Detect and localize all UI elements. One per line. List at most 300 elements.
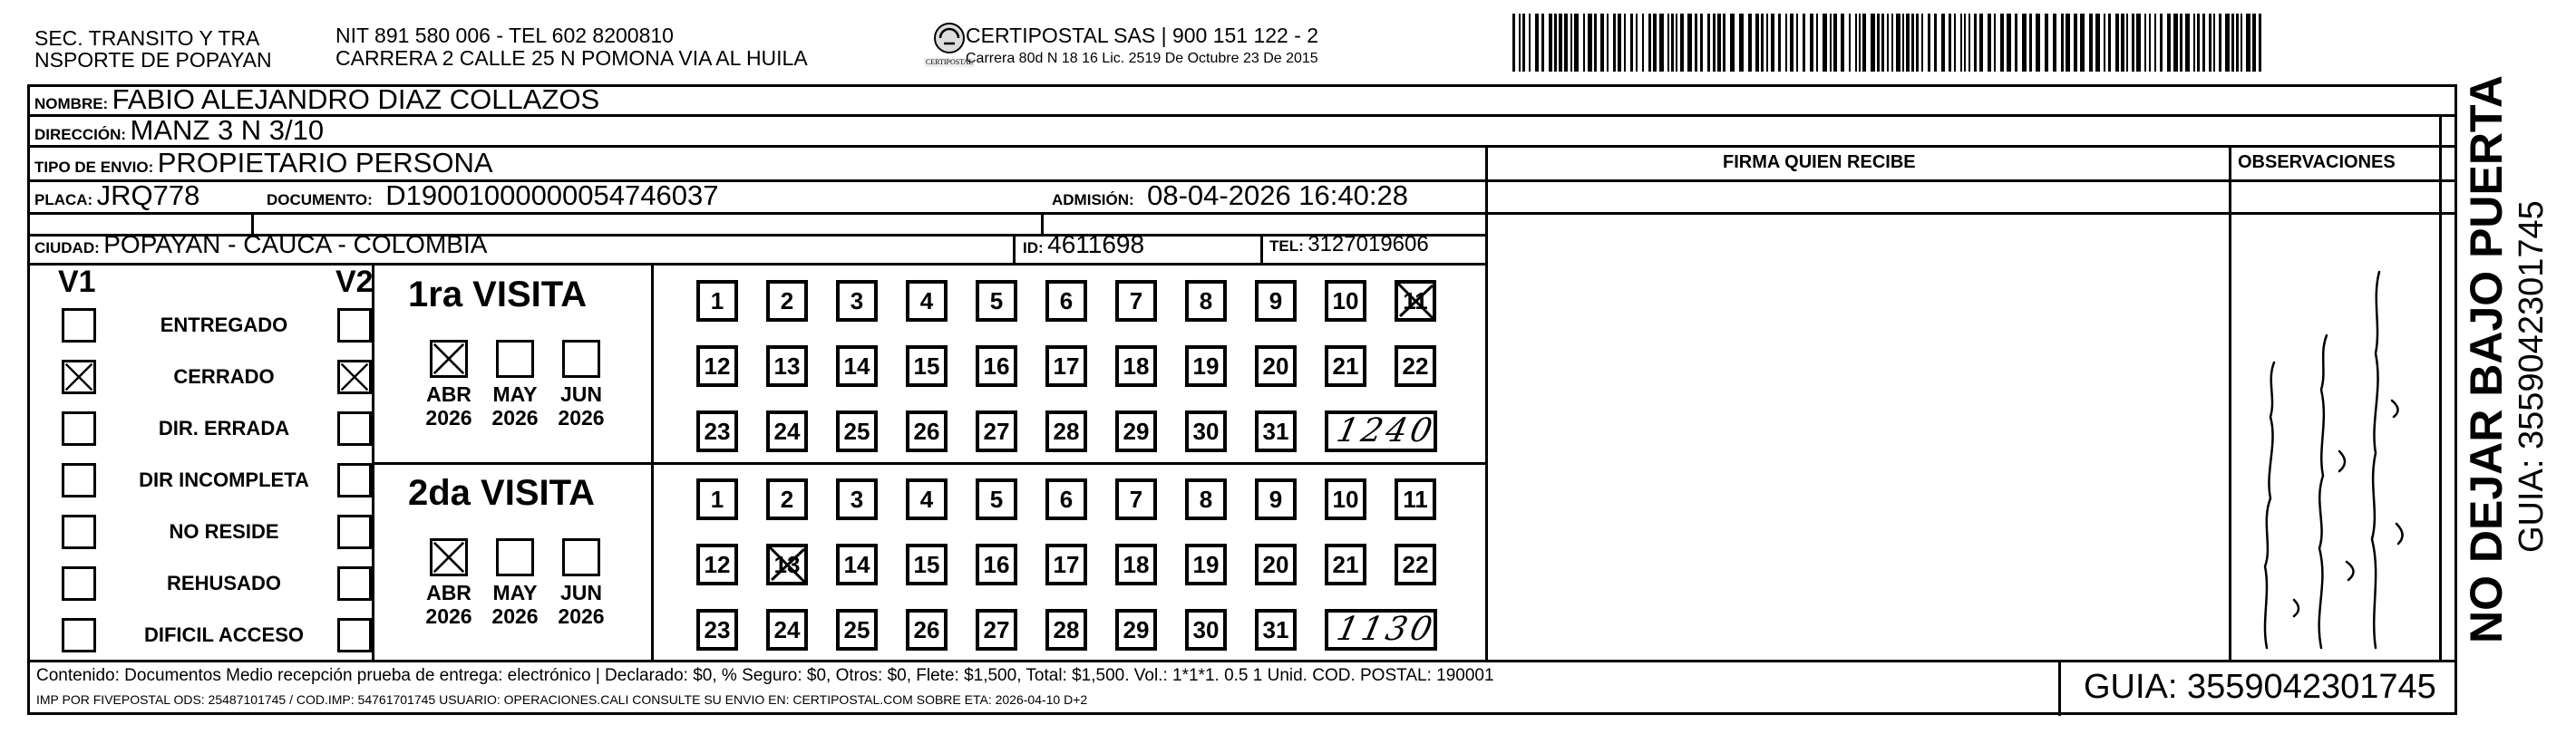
barcode-bar [2136,14,2141,72]
col-divider [372,263,374,662]
barcode-bar [1902,14,1904,72]
barcode-bar [1630,14,1633,72]
visit-1-day-box[interactable] [976,280,1017,322]
barcode-bar [1881,14,1884,72]
status-reason-label: NO RESIDE [169,520,279,543]
barcode-bar [1554,14,1557,72]
barcode-bar [2126,14,2128,72]
observaciones-handwriting [2240,199,2430,652]
v1-checkbox-5[interactable] [62,566,96,601]
barcode-bar [1964,14,1966,72]
visit-1-day-box[interactable] [836,410,878,452]
barcode-bar [2236,14,2239,72]
license-line: Carrera 80d N 18 16 Lic. 2519 De Octubre 23 De 2015 [966,51,1318,66]
barcode-bar [1921,14,1923,72]
day-number: 11 [1403,287,1428,314]
v2-checkbox-1[interactable] [337,360,372,394]
barcode-bar [1564,14,1568,72]
visit-1-day-box[interactable] [696,345,738,387]
barcode-bar [1707,14,1710,72]
col-divider [1485,145,1488,662]
status-reason-label: DIR INCOMPLETA [139,468,309,491]
visit-2-day-box[interactable] [766,609,808,651]
visit-divider [372,462,1487,465]
visit-2-day-box[interactable] [906,478,948,520]
barcode-bar [1790,14,1793,72]
barcode-bar [1823,14,1827,72]
visit-2-day-box[interactable] [696,609,738,651]
visit-2-day-box[interactable] [1045,609,1087,651]
visit-2-day-box[interactable] [1255,478,1297,520]
placa-cell [34,179,199,217]
visit-1-month-checkbox[interactable] [562,340,600,378]
visit-month-label: JUN [559,382,602,406]
barcode-bar [1700,14,1703,72]
documento-value: D19001000000054746037 [385,179,719,211]
visit-2-day-box[interactable] [906,544,948,585]
barcode-bar [1841,14,1844,72]
id-cell [1023,228,1144,266]
visit-2-day-box[interactable] [906,609,948,651]
visit-2-day-box[interactable] [1395,478,1436,520]
barcode-bar [2197,14,2200,72]
visit-2-day-box[interactable] [1115,609,1157,651]
day-number: 3 [850,287,864,314]
barcode-bar [2259,14,2261,72]
visit-1-day-box[interactable] [976,345,1017,387]
day-number: 3 [850,486,864,513]
day-number: 22 [1402,551,1429,578]
day-number: 27 [983,616,1010,643]
visit-1-day-box[interactable] [696,410,738,452]
handwritten-time: 1240 [1333,412,1439,449]
barcode-bar [1803,14,1805,72]
v1-checkbox-0[interactable] [62,308,96,343]
barcode-bar [1934,14,1937,72]
barcode-bar [1570,14,1572,72]
nit-line: NIT 891 580 006 - TEL 602 8200810 [335,24,674,47]
day-number: 11 [1403,486,1428,513]
barcode-bar [1574,14,1579,72]
day-number: 31 [1262,418,1289,445]
visit-1-day-box[interactable] [1255,280,1297,322]
v1-checkbox-6[interactable] [62,618,96,652]
col-divider [1260,234,1263,263]
barcode-bar [1588,14,1592,72]
barcode-bar [1862,14,1866,72]
barcode-bar [2000,14,2004,72]
barcode-bar [1928,14,1930,72]
barcode-bar [1687,14,1692,72]
day-number: 6 [1059,287,1074,314]
barcode-bar [2115,14,2119,72]
day-number: 26 [913,616,940,643]
visit-1-day-box[interactable] [1115,410,1157,452]
visit-1-day-box[interactable] [1325,280,1366,322]
visit-2-day-box[interactable] [1255,544,1297,585]
barcode-bar [1667,14,1669,72]
barcode-bar [1583,14,1585,72]
barcode-bar [1896,14,1900,72]
visit-1-day-box[interactable] [976,410,1017,452]
barcode-bar [2160,14,2163,72]
day-number: 1 [710,486,724,513]
barcode-bar [1676,14,1677,72]
barcode-bar [2246,14,2250,72]
day-number: 16 [983,353,1010,380]
address-line: CARRERA 2 CALLE 25 N POMONA VIA AL HUILA [335,46,808,70]
day-number: 8 [1199,287,1213,314]
barcode-bar [1994,14,1996,72]
day-number: 29 [1123,616,1150,643]
day-number: 10 [1332,486,1359,513]
barcode-bar [2252,14,2256,72]
barcode-bar [2154,14,2156,72]
barcode-bar [1766,14,1768,72]
barcode-bar [1891,14,1893,72]
visit-1-day-box[interactable] [906,280,948,322]
visit-1-day-box[interactable] [1395,345,1436,387]
barcode-bar [1761,14,1764,72]
v2-checkbox-4[interactable] [337,515,372,549]
day-number: 14 [843,551,870,578]
admision-label: ADMISIÓN: [1052,191,1134,208]
checkmark-x-icon [433,541,465,574]
barcode-bar [1723,14,1725,72]
documento-label: DOCUMENTO: [267,191,373,208]
barcode-bar [1642,14,1644,72]
barcode-bar [1960,14,1962,72]
direccion-value: MANZ 3 N 3/10 [130,114,325,146]
visit-1-day-box[interactable] [766,280,808,322]
barcode-bar [1559,14,1562,72]
barcode-bar [2061,14,2064,72]
checkmark-x-icon [433,343,465,375]
barcode-bar [1748,14,1752,72]
v2-checkbox-3[interactable] [337,463,372,497]
visit-1-day-box[interactable] [1115,345,1157,387]
day-number: 21 [1332,551,1359,578]
visit-2-day-box[interactable] [1325,478,1366,520]
tel-value: 3127019606 [1307,232,1429,256]
day-number: 1 [710,287,724,314]
day-number: 2 [780,486,794,513]
barcode-bar [1512,14,1515,72]
day-number: 22 [1402,353,1429,380]
barcode [1512,14,2267,72]
visit-1-day-box[interactable] [1185,410,1227,452]
barcode-bar [1680,14,1684,72]
barcode-bar [1949,14,1951,72]
visit-2-day-box[interactable] [836,544,878,585]
barcode-bar [2108,14,2111,72]
side-guia: GUIA: 3559042301745 [2513,200,2551,553]
footer-guia: GUIA: 3559042301745 [2084,668,2436,706]
day-number: 20 [1262,353,1289,380]
barcode-bar [1778,14,1781,72]
barcode-bar [1600,14,1604,72]
barcode-bar [2180,14,2182,72]
visit-1-month-checkbox[interactable] [496,340,534,378]
v2-checkbox-5[interactable] [337,566,372,601]
day-number: 15 [913,551,940,578]
v1-checkbox-2[interactable] [62,411,96,446]
barcode-bar [1968,14,1970,72]
day-number: 16 [983,551,1010,578]
barcode-bar [2193,14,2195,72]
day-number: 17 [1053,353,1080,380]
barcode-bar [1549,14,1552,72]
barcode-bar [2225,14,2230,72]
v1-checkbox-4[interactable] [62,515,96,549]
barcode-bar [1519,14,1521,72]
barcode-bar [1618,14,1621,72]
day-number: 4 [919,486,934,513]
handwritten-time: 1130 [1333,611,1439,648]
barcode-bar [2089,14,2093,72]
barcode-bar [1607,14,1609,72]
barcode-bar [2029,14,2032,72]
barcode-bar [1613,14,1616,72]
sender-line-1: SEC. TRANSITO Y TRA [34,26,260,50]
visit-1-day-box[interactable] [906,410,948,452]
barcode-bar [2231,14,2234,72]
day-number: 29 [1123,418,1150,445]
barcode-bar [1529,14,1531,72]
barcode-bar [1535,14,1539,72]
barcode-bar [1833,14,1837,72]
barcode-bar [2007,14,2011,72]
barcode-bar [2045,14,2048,72]
visit-1-day-box[interactable] [766,345,808,387]
day-number: 10 [1332,287,1359,314]
visit-2-month-checkbox[interactable] [430,538,468,576]
visit-2-month-checkbox[interactable] [562,538,600,576]
visit-1-day-box[interactable] [1045,280,1087,322]
status-reason-label: CERRADO [173,365,275,388]
checkmark-x-icon [64,362,93,391]
day-number: 24 [773,616,801,643]
barcode-bar [1954,14,1956,72]
visit-1-day-box[interactable] [1185,280,1227,322]
barcode-bar [2121,14,2124,72]
visit-2-day-box[interactable] [1115,478,1157,520]
day-number: 6 [1059,486,1074,513]
barcode-bar [2167,14,2171,72]
barcode-bar [2132,14,2134,72]
visit-2-day-box[interactable] [1185,609,1227,651]
barcode-bar [1522,14,1525,72]
visit-2-month-checkbox[interactable] [496,538,534,576]
v1-checkbox-3[interactable] [62,463,96,497]
visit-2-day-box[interactable] [1255,609,1297,651]
barcode-bar [1988,14,1991,72]
barcode-bar [2241,14,2242,72]
day-number: 24 [773,418,801,445]
visit-1-day-box[interactable] [836,280,878,322]
barcode-bar [1855,14,1857,72]
company-line: CERTIPOSTAL SAS | 900 151 122 - 2 [966,24,1319,47]
day-number: 2 [780,287,794,314]
visit-2-day-box[interactable] [1185,544,1227,585]
visit-1-day-box[interactable] [1115,280,1157,322]
footer-contenido: Contenido: Documentos Medio recepción prueba de entrega: electrónico | Declarado: $0, % Seguro: $0, Otros: $0, Flete: $1,500, Total: $1,500. Vol.: 1*1*1. 0.5 1 Unid. COD. POSTAL: 190001 [36,666,1494,685]
day-number: 17 [1053,551,1080,578]
sender-line-2: NSPORTE DE POPAYAN [34,48,272,72]
barcode-bar [1648,14,1651,72]
visit-2-day-box[interactable] [1115,544,1157,585]
visit-1-day-box[interactable] [1185,345,1227,387]
visit-1-day-box[interactable] [766,410,808,452]
day-number: 7 [1129,486,1143,513]
visit-2-day-box[interactable] [766,478,808,520]
visit-1-day-box[interactable] [1325,345,1366,387]
day-number: 23 [704,418,731,445]
barcode-bar [2074,14,2077,72]
visit-1-day-box[interactable] [696,280,738,322]
visit-1-time-box[interactable] [1325,410,1437,452]
id-label: ID: [1023,239,1044,256]
ciudad-value: POPAYAN - CAUCA - COLOMBIA [103,230,488,258]
v1-header: V1 [58,265,96,299]
day-number: 19 [1192,353,1220,380]
barcode-bar [2185,14,2190,72]
visit-2-day-box[interactable] [696,544,738,585]
barcode-bar [2144,14,2146,72]
visit-year-label: 2026 [425,604,472,628]
day-number: 19 [1192,551,1220,578]
status-reason-label: DIFICIL ACCESO [143,623,304,646]
visit-1-day-box[interactable] [836,345,878,387]
no-dejar-warning: NO DEJAR BAJO PUERTA [2461,75,2512,643]
v2-checkbox-6[interactable] [337,618,372,652]
visit-1-day-box[interactable] [1255,345,1297,387]
v2-checkbox-0[interactable] [337,308,372,343]
barcode-bar [1941,14,1945,72]
placa-label: PLACA: [34,191,93,208]
col-divider [2229,145,2231,662]
col-divider [651,263,654,662]
visit-year-label: 2026 [558,604,605,628]
visit-1-day-box[interactable] [1255,410,1297,452]
observaciones-header: OBSERVACIONES [2238,152,2396,172]
barcode-bar [2053,14,2056,72]
barcode-bar [1671,14,1674,72]
day-number: 12 [704,551,731,578]
logo-text: CERTIPOSTAL [925,58,974,66]
barcode-bar [1796,14,1798,72]
visit-1-day-box[interactable] [1045,345,1087,387]
visit-2-day-box[interactable] [1045,478,1087,520]
day-number: 28 [1053,418,1080,445]
v1-checkbox-1[interactable] [62,360,96,394]
visit-2-day-box[interactable] [976,478,1017,520]
visit-2-day-box[interactable] [766,544,808,585]
col-divider [2058,660,2061,716]
day-number: 9 [1269,287,1283,314]
day-number: 9 [1269,486,1283,513]
barcode-bar [2066,14,2070,72]
barcode-bar [1871,14,1875,72]
day-number: 21 [1332,353,1359,380]
barcode-bar [1785,14,1787,72]
visit-month-label: ABR [426,581,471,604]
tipo-value: PROPIETARIO PERSONA [157,147,493,179]
visit-1-day-box[interactable] [906,345,948,387]
barcode-bar [2149,14,2151,72]
day-number: 4 [919,287,934,314]
visit-2-day-box[interactable] [1395,544,1436,585]
visit-year-label: 2026 [491,604,539,628]
barcode-bar [2173,14,2178,72]
visit-month-label: MAY [492,382,538,406]
visit-month-label: MAY [492,581,538,604]
visit-1-day-box[interactable] [1395,280,1436,322]
day-number: 28 [1053,616,1080,643]
visit-2-day-box[interactable] [696,478,738,520]
day-number: 15 [913,353,940,380]
v2-checkbox-2[interactable] [337,411,372,446]
day-number: 18 [1123,551,1150,578]
day-marked-x-icon [766,544,808,585]
barcode-bar [1830,14,1832,72]
id-value: 4611698 [1047,230,1145,258]
visit-2-day-box[interactable] [836,609,878,651]
tipo-label: TIPO DE ENVIO: [34,159,154,176]
visit-month-label: ABR [426,382,471,406]
barcode-bar [1979,14,1983,72]
visit-2-time-box[interactable] [1325,609,1437,651]
barcode-bar [1816,14,1818,72]
barcode-bar [1653,14,1657,72]
status-reason-label: REHUSADO [167,572,281,594]
day-number: 8 [1199,486,1213,513]
barcode-bar [1717,14,1721,72]
barcode-bar [2036,14,2040,72]
status-reason-label: DIR. ERRADA [158,417,290,439]
visit-1-day-box[interactable] [1045,410,1087,452]
visit-2-day-box[interactable] [976,609,1017,651]
day-number: 18 [1123,353,1150,380]
day-number: 5 [989,486,1004,513]
barcode-bar [1594,14,1597,72]
ciudad-label: CIUDAD: [34,239,100,256]
nombre-label: NOMBRE: [34,95,109,112]
visit-month-label: JUN [559,581,602,604]
visit-2-day-box[interactable] [1325,544,1366,585]
barcode-bar [2080,14,2085,72]
barcode-bar [1859,14,1861,72]
visit-2-day-box[interactable] [976,544,1017,585]
barcode-bar [1713,14,1716,72]
visit-year-label: 2026 [425,406,472,430]
barcode-bar [2213,14,2215,72]
barcode-bar [2095,14,2100,72]
day-number: 14 [843,353,870,380]
barcode-bar [1659,14,1664,72]
visit-2-day-box[interactable] [1185,478,1227,520]
barcode-bar [2022,14,2027,72]
barcode-bar [1849,14,1851,72]
visit-2-day-box[interactable] [836,478,878,520]
documento-cell [267,179,718,217]
barcode-bar [1911,14,1914,72]
day-number: 13 [773,551,801,578]
barcode-bar [1974,14,1977,72]
visit-2-day-box[interactable] [1045,544,1087,585]
visit-1-month-checkbox[interactable] [430,340,468,378]
barcode-bar [1636,14,1638,72]
